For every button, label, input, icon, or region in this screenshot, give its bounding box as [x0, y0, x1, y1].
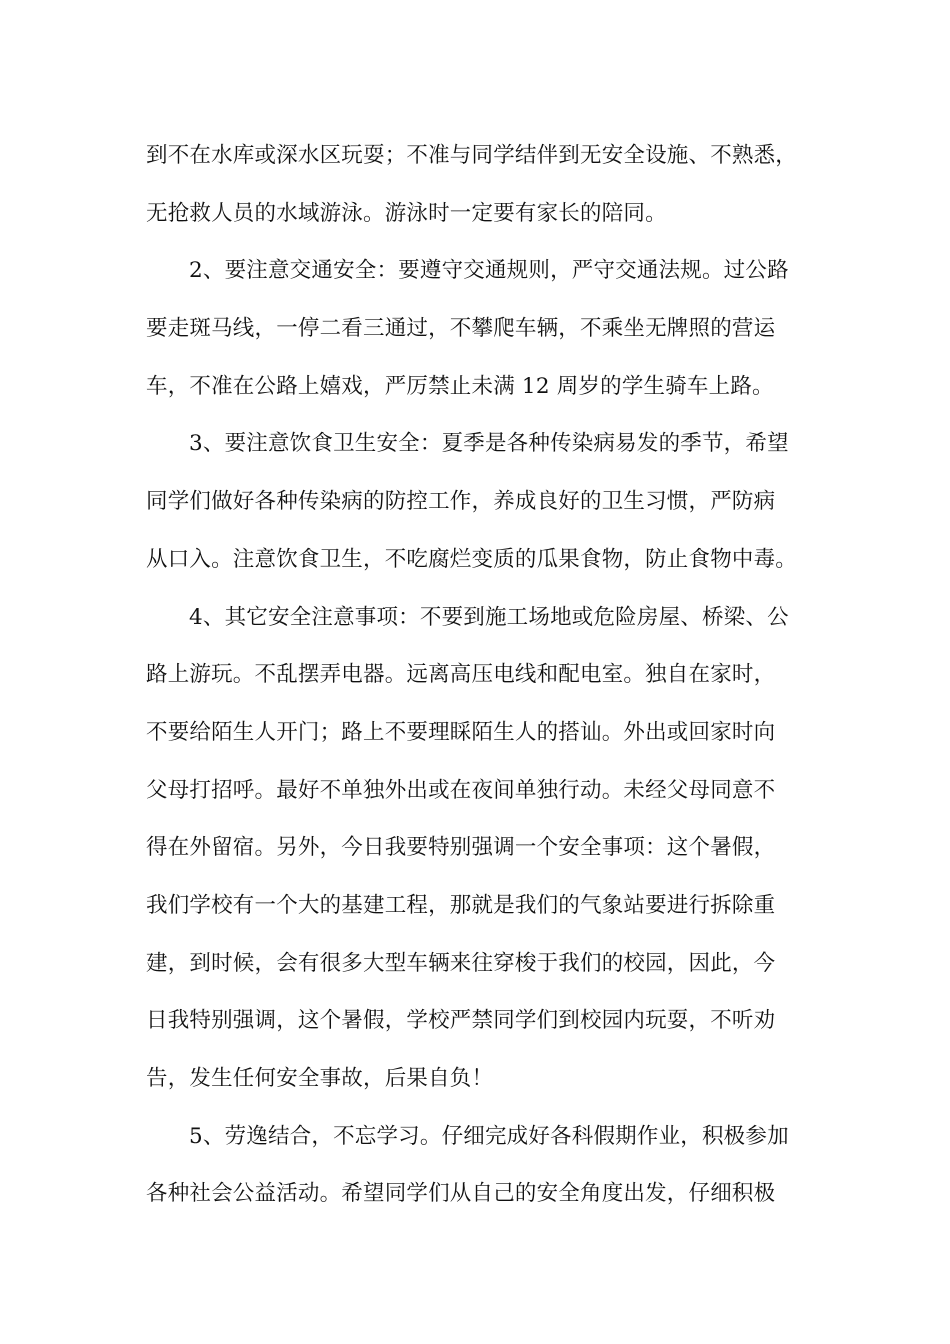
- text-line: 同学们做好各种传染病的防控工作，养成良好的卫生习惯，严防病: [146, 489, 776, 515]
- text-line: 要走斑马线，一停二看三通过，不攀爬车辆，不乘坐无牌照的营运: [146, 316, 776, 342]
- text-line: 告，发生任何安全事故，后果自负！: [146, 1066, 494, 1091]
- text-line: 无抢救人员的水域游泳。游泳时一定要有家长的陪同。: [146, 200, 667, 226]
- text-line: 到不在水库或深水区玩耍；不准与同学结伴到无安全设施、不熟悉，: [146, 143, 798, 168]
- text-line: 车，不准在公路上嬉戏，严厉禁止未满 12 周岁的学生骑车上路。: [146, 373, 774, 399]
- paragraph-first-line: 2、要注意交通安全：要遵守交通规则，严守交通法规。过公路: [189, 258, 789, 284]
- text-line: 从口入。注意饮食卫生，不吃腐烂变质的瓜果食物，防止食物中毒。: [146, 546, 798, 572]
- text-line: 日我特别强调，这个暑假，学校严禁同学们到校园内玩耍，不听劝: [146, 1008, 776, 1034]
- paragraph-first-line: 3、要注意饮食卫生安全：夏季是各种传染病易发的季节，希望: [189, 431, 789, 457]
- document-body: [146, 127, 806, 1223]
- text-line: 得在外留宿。另外，今日我要特别强调一个安全事项：这个暑假，: [146, 835, 776, 861]
- paragraph-first-line: 5、劳逸结合，不忘学习。仔细完成好各科假期作业，积极参加: [189, 1123, 789, 1149]
- text-line: 各种社会公益活动。希望同学们从自己的安全角度出发，仔细积极: [146, 1181, 776, 1207]
- text-line: 不要给陌生人开门；路上不要理睬陌生人的搭讪。外出或回家时向: [146, 719, 776, 745]
- text-line: 父母打招呼。最好不单独外出或在夜间单独行动。未经父母同意不: [146, 777, 776, 803]
- paragraph-first-line: 4、其它安全注意事项：不要到施工场地或危险房屋、桥梁、公: [189, 604, 789, 630]
- text-line: 我们学校有一个大的基建工程，那就是我们的气象站要进行拆除重: [146, 892, 776, 918]
- text-line: 建，到时候，会有很多大型车辆来往穿梭于我们的校园，因此，今: [146, 950, 776, 976]
- text-line: 路上游玩。不乱摆弄电器。远离高压电线和配电室。独自在家时，: [146, 662, 776, 688]
